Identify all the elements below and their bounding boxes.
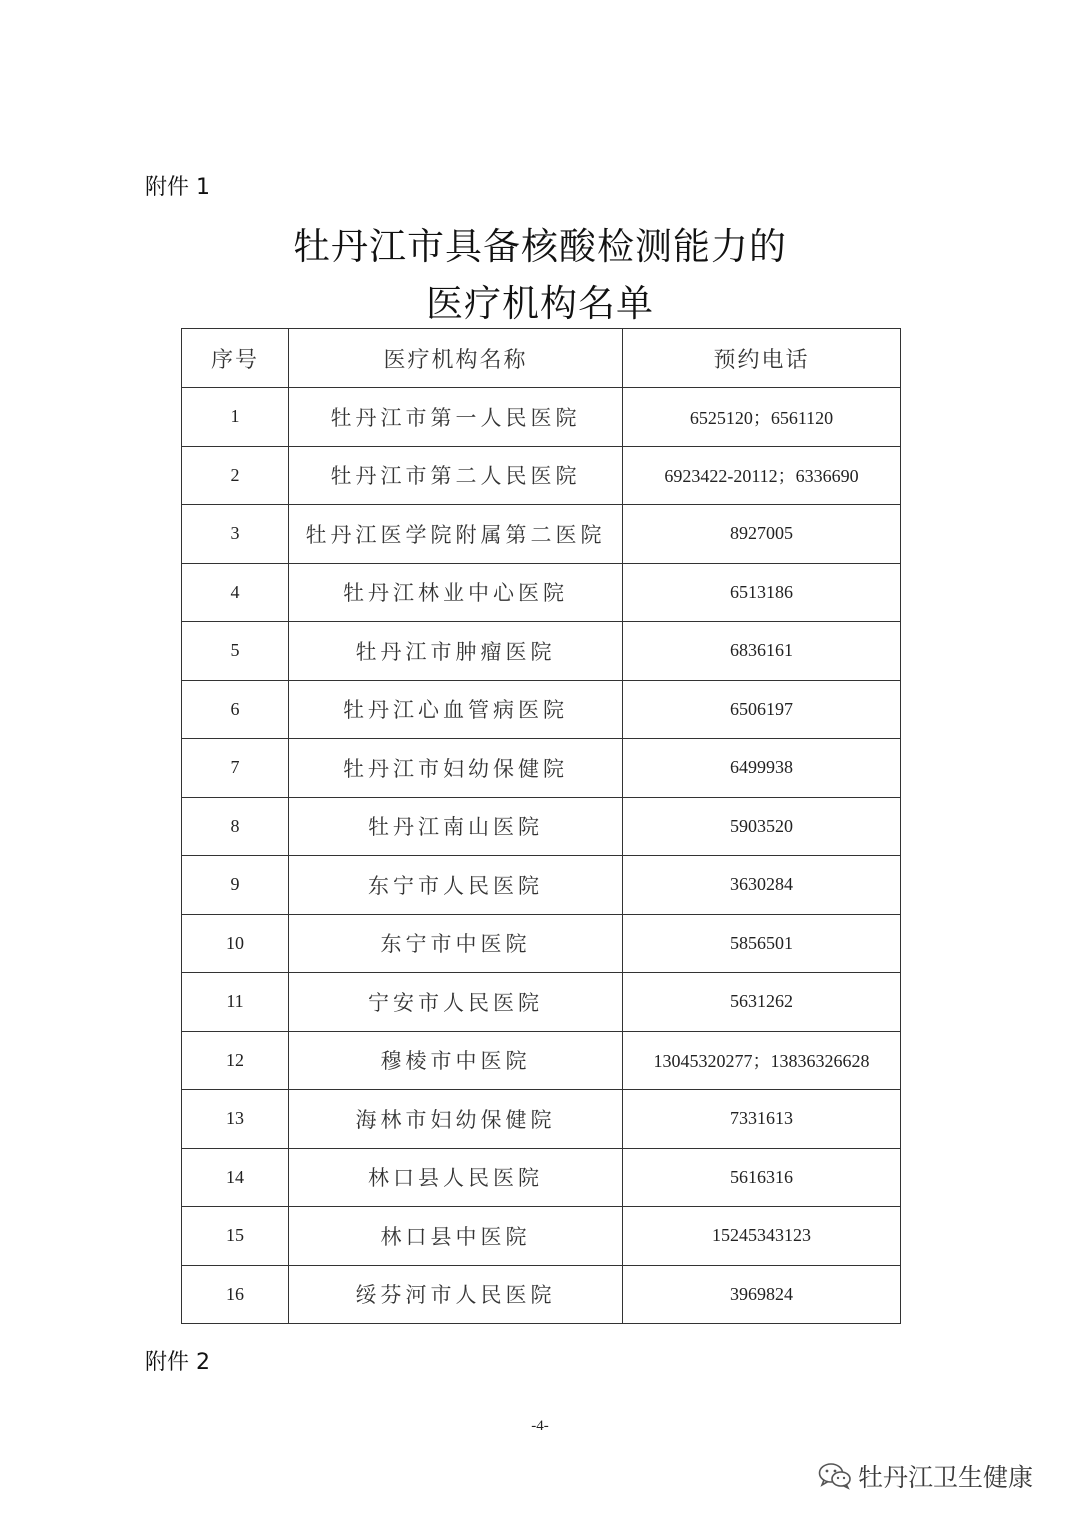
- row-institution-name: 林口县人民医院: [289, 1148, 623, 1207]
- table-row: [182, 622, 901, 681]
- header-institution-name: 医疗机构名称: [289, 329, 623, 388]
- table-row: [182, 914, 901, 973]
- row-appointment-phone: 6525120；6561120: [623, 388, 901, 447]
- row-serial-number: 5: [182, 622, 289, 681]
- table-row: [182, 856, 901, 915]
- row-serial-number: 13: [182, 1090, 289, 1149]
- row-serial-number: 14: [182, 1148, 289, 1207]
- table-row: [182, 739, 901, 798]
- row-institution-name: 牡丹江心血管病医院: [289, 680, 623, 739]
- table-row: [182, 563, 901, 622]
- row-serial-number: 7: [182, 739, 289, 798]
- row-institution-name: 牡丹江市第一人民医院: [289, 388, 623, 447]
- row-appointment-phone: 6513186: [623, 563, 901, 622]
- account-watermark: [818, 1458, 1033, 1494]
- row-appointment-phone: 6506197: [623, 680, 901, 739]
- table-row: [182, 388, 901, 447]
- row-institution-name: 林口县中医院: [289, 1207, 623, 1266]
- row-institution-name: 东宁市人民医院: [289, 856, 623, 915]
- row-institution-name: 绥芬河市人民医院: [289, 1265, 623, 1324]
- row-serial-number: 8: [182, 797, 289, 856]
- row-appointment-phone: 6499938: [623, 739, 901, 798]
- row-serial-number: 10: [182, 914, 289, 973]
- row-serial-number: 15: [182, 1207, 289, 1266]
- row-appointment-phone: 5616316: [623, 1148, 901, 1207]
- table-row: [182, 1207, 901, 1266]
- row-serial-number: 11: [182, 973, 289, 1032]
- header-serial-number: 序号: [182, 329, 289, 388]
- row-institution-name: 牡丹江市妇幼保健院: [289, 739, 623, 798]
- table-header-row: [182, 329, 901, 388]
- attachment-1-label: 附件 1: [145, 175, 210, 200]
- header-appointment-phone: 预约电话: [623, 329, 901, 388]
- row-serial-number: 3: [182, 505, 289, 564]
- row-appointment-phone: 6836161: [623, 622, 901, 681]
- row-institution-name: 牡丹江市肿瘤医院: [289, 622, 623, 681]
- table-row: [182, 797, 901, 856]
- table-row: [182, 680, 901, 739]
- row-institution-name: 宁安市人民医院: [289, 973, 623, 1032]
- row-appointment-phone: 3630284: [623, 856, 901, 915]
- row-serial-number: 1: [182, 388, 289, 447]
- row-serial-number: 2: [182, 446, 289, 505]
- table-row: [182, 1031, 901, 1090]
- row-appointment-phone: 5903520: [623, 797, 901, 856]
- row-appointment-phone: 6923422-20112；6336690: [623, 446, 901, 505]
- row-appointment-phone: 15245343123: [623, 1207, 901, 1266]
- wechat-icon: [818, 1462, 852, 1490]
- table-row: [182, 1265, 901, 1324]
- row-institution-name: 牡丹江医学院附属第二医院: [289, 505, 623, 564]
- row-institution-name: 牡丹江市第二人民医院: [289, 446, 623, 505]
- row-serial-number: 9: [182, 856, 289, 915]
- institution-table: [181, 328, 901, 1324]
- table-row: [182, 505, 901, 564]
- row-institution-name: 牡丹江南山医院: [289, 797, 623, 856]
- row-serial-number: 12: [182, 1031, 289, 1090]
- page-number: -4-: [531, 1418, 549, 1434]
- row-appointment-phone: 8927005: [623, 505, 901, 564]
- table-row: [182, 973, 901, 1032]
- table-row: [182, 1148, 901, 1207]
- document-title-line-1: 牡丹江市具备核酸检测能力的: [293, 225, 787, 268]
- table-row: [182, 446, 901, 505]
- attachment-2-label: 附件 2: [145, 1350, 210, 1375]
- table-row: [182, 1090, 901, 1149]
- watermark-text: 牡丹江卫生健康: [858, 1463, 1034, 1492]
- row-institution-name: 海林市妇幼保健院: [289, 1090, 623, 1149]
- row-appointment-phone: 7331613: [623, 1090, 901, 1149]
- row-appointment-phone: 5631262: [623, 973, 901, 1032]
- document-title-line-2: 医疗机构名单: [426, 282, 654, 325]
- row-serial-number: 4: [182, 563, 289, 622]
- row-appointment-phone: 5856501: [623, 914, 901, 973]
- row-institution-name: 东宁市中医院: [289, 914, 623, 973]
- row-serial-number: 16: [182, 1265, 289, 1324]
- row-appointment-phone: 13045320277；13836326628: [623, 1031, 901, 1090]
- row-institution-name: 穆棱市中医院: [289, 1031, 623, 1090]
- row-institution-name: 牡丹江林业中心医院: [289, 563, 623, 622]
- row-serial-number: 6: [182, 680, 289, 739]
- row-appointment-phone: 3969824: [623, 1265, 901, 1324]
